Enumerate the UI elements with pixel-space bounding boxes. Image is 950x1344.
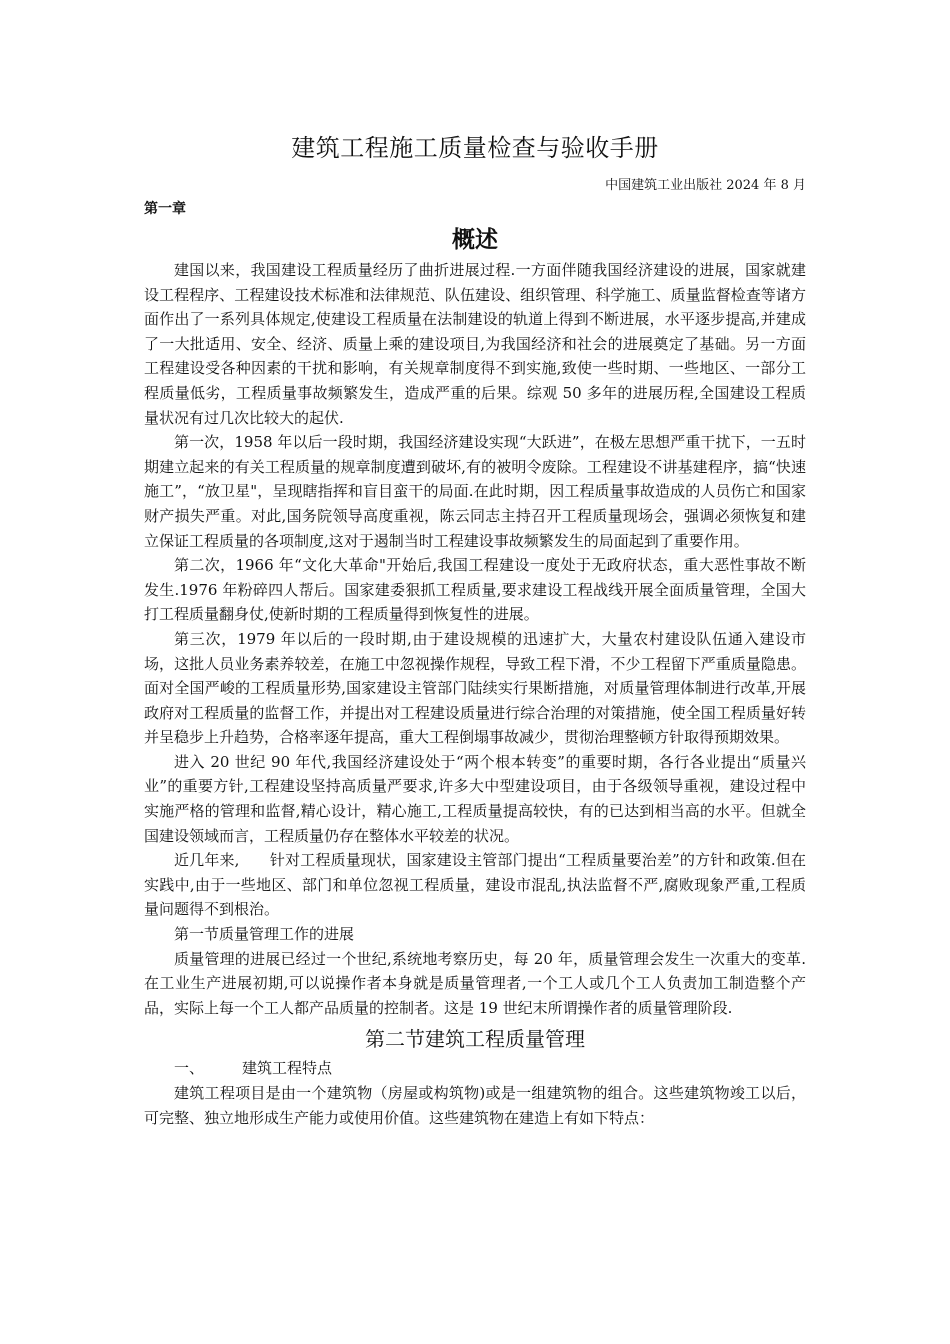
sub-item-label: 建筑工程特点 — [242, 1059, 333, 1078]
document-title: 建筑工程施工质量检查与验收手册 — [291, 134, 659, 162]
paragraph-recent-years: 近几年来, 针对工程质量现状，国家建设主管部门提出“工程质量要治差”的方针和政策.但在实践中,由于一些地区、部门和单位忽视工程质量，建设市混乱,执法监督不严,腐败现象严重,工程质量问题得不到根治。 — [144, 851, 806, 919]
section-1-title: 第一节质量管理工作的进展 — [174, 925, 355, 944]
chapter-title: 概述 — [452, 227, 498, 253]
publisher-line: 中国建筑工业出版社 2024 年 8 月 — [605, 178, 806, 193]
paragraph-first-period: 第一次，1958 年以后一段时期，我国经济建设实现“大跃进”，在极左思想严重干扰下，一五时期建立起来的有关工程质量的规章制度遭到破坏,有的被明令废除。工程建设不讲基建程序，搞“快速施工”，“放卫星"，呈现瞎指挥和盲目蛮干的局面.在此时期，因工程质量事故造成的人员伤亡和国家财产损失严重。对此,国务院领导高度重视，陈云同志主持召开工程质量现场会，强调必须恢复和建立保证工程质量的各项制度,这对于遏制当时工程建设事故频繁发生的局面起到了重要作用。 — [144, 433, 806, 550]
paragraph-second-period: 第二次，1966 年“文化大革命"开始后,我国工程建设一度处于无政府状态，重大恶性事故不断发生.1976 年粉碎四人帮后。国家建委狠抓工程质量,要求建设工程战线开展全面质量管理，全国大打工程质量翻身仗,使新时期的工程质量得到恢复性的进展。 — [144, 556, 806, 624]
section-2-paragraph: 建筑工程项目是由一个建筑物（房屋或构筑物)或是一组建筑物的组合。这些建筑物竣工以后，可完整、独立地形成生产能力或使用价值。这些建筑物在建造上有如下特点： — [144, 1084, 806, 1127]
document-page — [144, 128, 806, 1130]
section-1-paragraph: 质量管理的进展已经过一个世纪,系统地考察历史，每 20 年，质量管理会发生一次重大的变革.在工业生产进展初期,可以说操作者本身就是质量管理者,一个工人或几个工人负责加工制造整个产品，实际上每一个工人都产品质量的控制者。这是 19 世纪末所谓操作者的质量管理阶段. — [144, 949, 806, 1017]
paragraph-third-period: 第三次，1979 年以后的一段时期,由于建设规模的迅速扩大，大量农村建设队伍通入建设市场，这批人员业务素养较差，在施工中忽视操作规程，导致工程下滑，不少工程留下严重质量隐患。面对全国严峻的工程质量形势,国家建设主管部门陆续实行果断措施，对质量管理体制进行改革,开展政府对工程质量的监督工作，并提出对工程建设质量进行综合治理的对策措施，使全国工程质量好转并呈稳步上升趋势，合格率逐年提高，重大工程倒塌事故减少，贯彻治理整顿方针取得预期效果。 — [144, 629, 806, 747]
sub-item-heading — [144, 1056, 806, 1081]
chapter-label: 第一章 — [144, 201, 186, 217]
section-2-title: 第二节建筑工程质量管理 — [365, 1027, 585, 1052]
paragraph-intro: 建国以来，我国建设工程质量经历了曲折进展过程.一方面伴随我国经济建设的进展，国家就建设工程程序、工程建设技术标准和法律规范、队伍建设、组织管理、科学施工、质量监督检查等诸方面作出了一系列具体规定,使建设工程质量在法制建设的轨道上得到不断进展，水平逐步提高,并建成了一大批适用、安全、经济、质量上乘的建设项目,为我国经济和社会的进展奠定了基础。另一方面工程建设受各种因素的干扰和影响，有关规章制度得不到实施,致使一些时期、一些地区、一部分工程质量低劣，工程质量事故频繁发生，造成严重的后果。综观 50 多年的进展历程,全国建设工程质量状况有过几次比较大的起伏. — [144, 261, 806, 427]
paragraph-1990s: 进入 20 世纪 90 年代,我国经济建设处于“两个根本转变”的重要时期，各行各业提出“质量兴业”的重要方针,工程建设坚持高质量严要求,许多大中型建设项目，由于各级领导重视，建设过程中实施严格的管理和监督,精心设计，精心施工,工程质量提高较快，有的已达到相当高的水平。但就全国建设领域而言，工程质量仍存在整体水平较差的状况。 — [144, 752, 806, 845]
sub-item-number: 一、 — [174, 1059, 205, 1078]
